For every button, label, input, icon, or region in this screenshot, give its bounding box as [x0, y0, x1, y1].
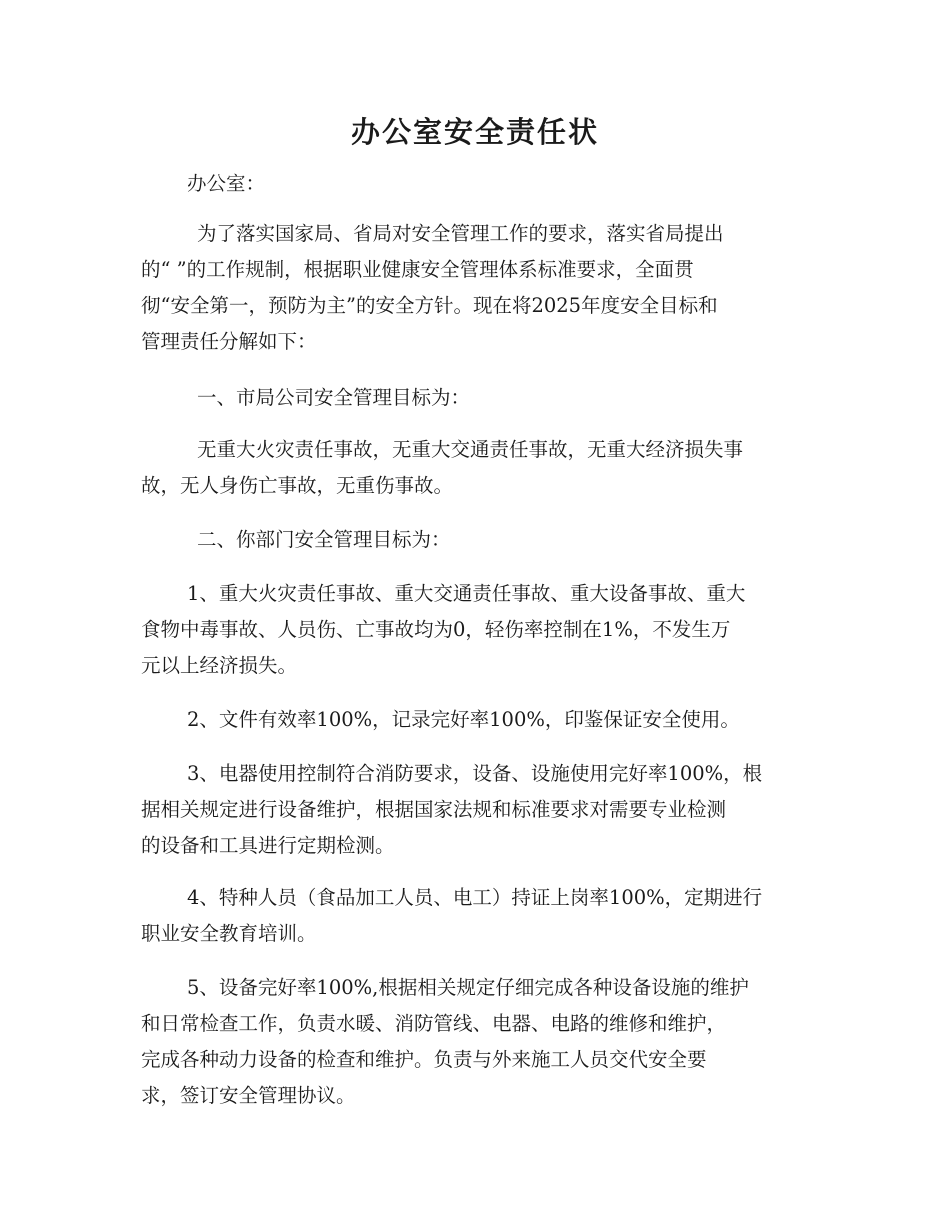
section1-goal-line: 故，无人身伤亡事故，无重伤事故。: [141, 474, 454, 497]
greeting: [141, 166, 811, 202]
list-item-line: 1、重大火灾责任事故、重大交通责任事故、重大设备事故、重大: [187, 582, 746, 605]
list-item-line: 完成各种动力设备的检查和维护。负责与外来施工人员交代安全要: [141, 1048, 707, 1071]
list-item-line: 食物中毒事故、人员伤、亡事故均为0，轻伤率控制在1%，不发生万: [141, 618, 731, 641]
section1-heading: [141, 380, 811, 416]
list-item-line: 5、设备完好率100%,根据相关规定仔细完成各种设备设施的维护: [187, 976, 749, 999]
list-item-4: [141, 880, 811, 952]
intro-line: 的“ ”的工作规制，根据职业健康安全管理体系标准要求，全面贯: [141, 258, 694, 281]
list-item-1: [141, 576, 811, 684]
intro-line: 为了落实国家局、省局对安全管理工作的要求，落实省局提出: [197, 222, 724, 245]
intro-line: 彻“安全第一，预防为主”的安全方针。现在将2025年度安全目标和: [141, 294, 718, 317]
list-item-line: 4、特种人员（食品加工人员、电工）持证上岗率100%，定期进行: [187, 886, 763, 909]
list-item-line: 元以上经济损失。: [141, 654, 298, 677]
list-item-line: 和日常检查工作，负责水暖、消防管线、电器、电路的维修和维护，: [141, 1012, 727, 1035]
section1-heading-line: 一、市局公司安全管理目标为：: [197, 386, 471, 409]
page-title: 办公室安全责任状: [350, 115, 599, 149]
intro-paragraph: [141, 216, 811, 360]
list-item-line: 据相关规定进行设备维护，根据国家法规和标准要求对需要专业检测: [141, 798, 727, 821]
section1-goal-paragraph: [141, 432, 811, 504]
section2-heading: [141, 522, 811, 558]
list-item-2: [141, 702, 811, 738]
greeting-line: 办公室：: [187, 172, 266, 195]
list-item-line: 求，签订安全管理协议。: [141, 1084, 356, 1107]
list-item-3: [141, 756, 811, 864]
list-item-line: 2、文件有效率100%，记录完好率100%，印鉴保证安全使用。: [187, 708, 740, 731]
list-item-line: 3、电器使用控制符合消防要求，设备、设施使用完好率100%，根: [187, 762, 763, 785]
list-item-line: 职业安全教育培训。: [141, 922, 317, 945]
section2-heading-line: 二、你部门安全管理目标为：: [197, 528, 451, 551]
intro-line: 管理责任分解如下：: [141, 330, 317, 353]
list-item-5: [141, 970, 811, 1114]
list-item-line: 的设备和工具进行定期检测。: [141, 834, 395, 857]
section1-goal-line: 无重大火灾责任事故，无重大交通责任事故，无重大经济损失事: [197, 438, 744, 461]
